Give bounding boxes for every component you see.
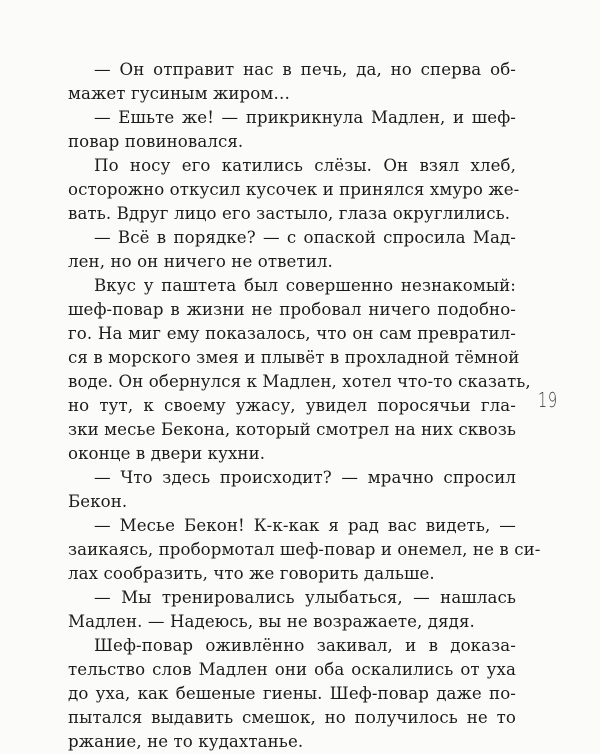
text-line: пытался выдавить смешок, но получилось не то: [68, 708, 516, 727]
text-line: лах сообразить, что же говорить дальше.: [68, 564, 435, 583]
text-line: вать. Вдруг лицо его застыло, глаза округлились.: [68, 204, 511, 223]
text-line: — Всё в порядке? — с опаской спросила Мад-: [94, 228, 516, 247]
text-line: тельство слов Мадлен они оба оскалились от уха: [68, 660, 516, 679]
text-line: оконце в двери кухни.: [68, 444, 266, 463]
text-line: Мадлен. — Надеюсь, вы не возражаете, дядя.: [68, 612, 475, 631]
text-line: ся в морского змея и плывёт в прохладной тёмной: [68, 348, 520, 367]
text-line: По носу его катились слёзы. Он взял хлеб,: [94, 156, 516, 175]
text-line: осторожно откусил кусочек и принялся хмуро же-: [68, 180, 520, 199]
text-line: Вкус у паштета был совершенно незнакомый:: [94, 276, 516, 295]
text-line: заикаясь, пробормотал шеф-повар и онемел, не в си-: [68, 540, 541, 559]
text-line: лен, но он ничего не ответил.: [68, 252, 333, 271]
text-line: до уха, как бешеные гиены. Шеф-повар даже по-: [68, 684, 516, 703]
text-line: ржание, не то кудахтанье.: [68, 732, 304, 751]
text-line: зки месье Бекона, который смотрел на них сквозь: [68, 420, 516, 439]
text-line: повар повиновался.: [68, 132, 244, 151]
text-line: но тут, к своему ужасу, увидел поросячьи гла-: [68, 396, 516, 415]
text-line: — Он отправит нас в печь, да, но сперва об-: [94, 60, 516, 79]
text-line: Бекон.: [68, 492, 128, 511]
text-line: воде. Он обернулся к Мадлен, хотел что-то сказать,: [68, 372, 531, 391]
text-line: го. На миг ему показалось, что он сам превратил-: [68, 324, 516, 343]
page-number: 19: [538, 388, 558, 412]
text-line: — Месье Бекон! К-к-как я рад вас видеть, —: [94, 516, 516, 535]
text-line: — Ешьте же! — прикрикнула Мадлен, и шеф-: [94, 108, 516, 127]
text-line: шеф-повар в жизни не пробовал ничего подобно-: [68, 300, 516, 319]
text-line: — Мы тренировались улыбаться, — нашлась: [94, 588, 516, 607]
text-line: мажет гусиным жиром…: [68, 84, 291, 103]
text-line: — Что здесь происходит? — мрачно спросил: [94, 468, 516, 487]
text-line: Шеф-повар оживлённо закивал, и в доказа-: [94, 636, 516, 655]
